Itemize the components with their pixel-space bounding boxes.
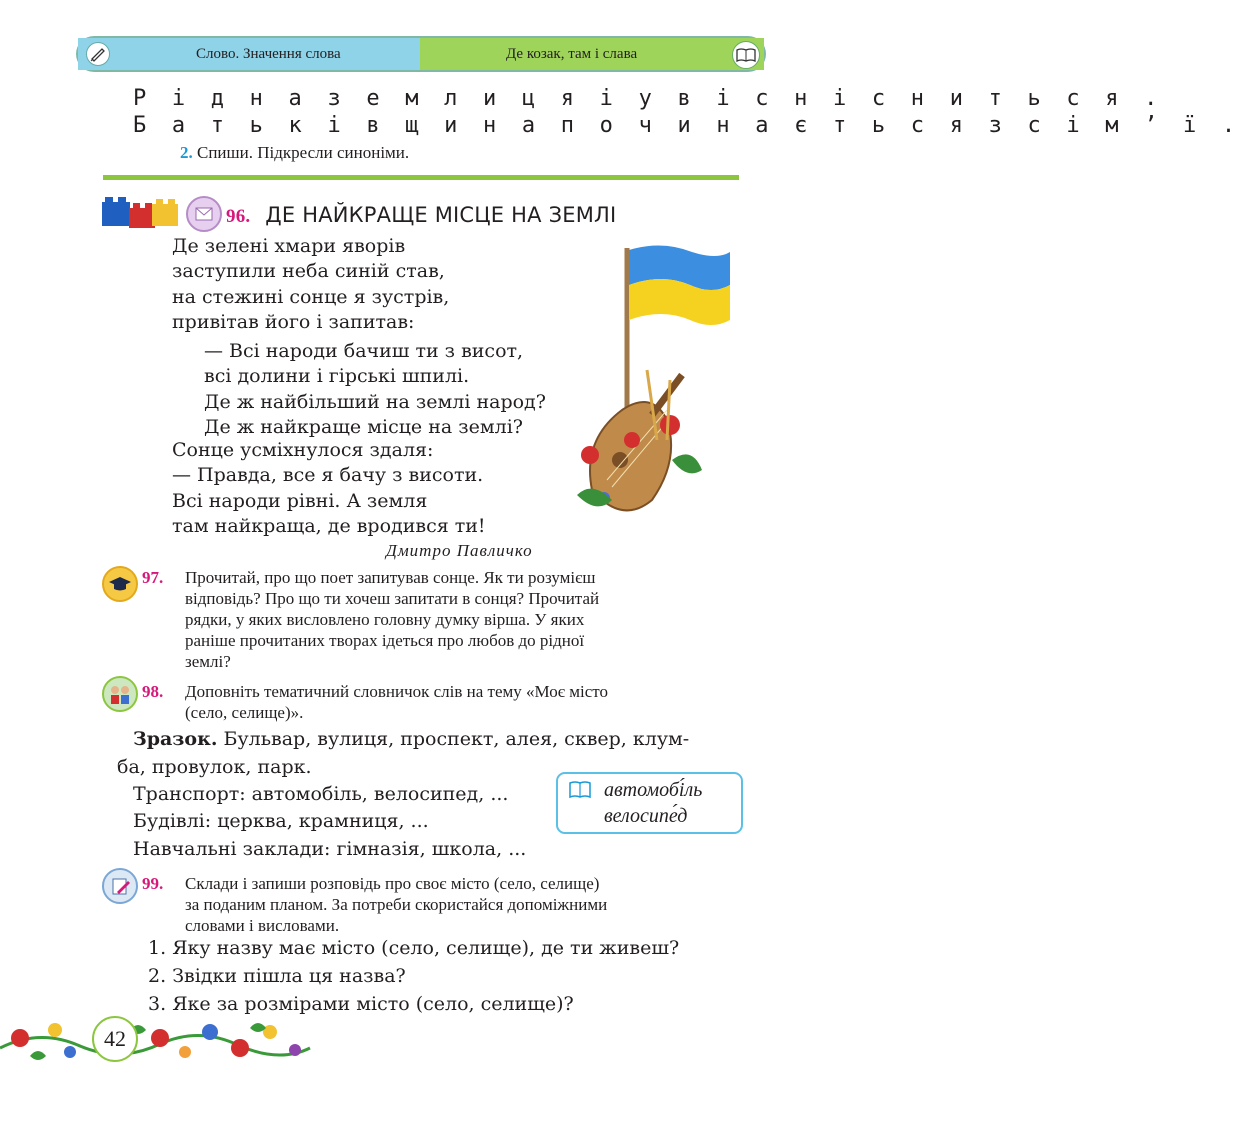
poem-line: всі долини і гірські шпилі. xyxy=(204,365,470,388)
flag-bandura-illustration xyxy=(572,240,732,525)
buildings-line: Будівлі: церква, крамниця, ... xyxy=(133,810,429,832)
task-2-text: Спиши. Підкресли синоніми. xyxy=(197,143,410,162)
poem-line: там найкраща, де вродився ти! xyxy=(172,515,486,538)
exercise-97-number: 97. xyxy=(142,568,164,587)
plan-item-number: 1. xyxy=(148,937,167,959)
exercise-98-number-wrap xyxy=(142,681,163,702)
poem-line: Сонце усміхнулося здаля: xyxy=(172,439,434,461)
exercise-97-text xyxy=(185,567,740,672)
task-2-number: 2. xyxy=(180,143,193,162)
header-right xyxy=(420,38,764,70)
section-divider xyxy=(103,175,739,180)
plan-item-number: 2. xyxy=(148,965,167,987)
exercise-97-number-wrap xyxy=(142,567,174,588)
text-line: землі? xyxy=(185,652,231,671)
pen-icon xyxy=(86,42,110,66)
text-line: Склади і запиши розповідь про своє місто (село, селище) xyxy=(185,874,600,893)
spaced-sentence-1: Р і д н а з е м л и ц я і у в і с н і с н и т ь с я . xyxy=(133,86,1164,111)
exercise-99-number: 99. xyxy=(142,874,164,893)
task-2 xyxy=(180,143,409,163)
text-line: словами і висловами. xyxy=(185,916,340,935)
dictionary-book-icon xyxy=(568,780,592,800)
plan-item xyxy=(148,934,679,962)
plan-item xyxy=(148,962,679,990)
exercise-99-text xyxy=(185,873,740,936)
sample-line-2: ба, провулок, парк. xyxy=(117,756,312,778)
poem-line: — Правда, все я бачу з висоти. xyxy=(172,464,484,487)
text-line: Доповніть тематичний словничок слів на тему «Моє місто xyxy=(185,682,608,701)
folk-ornament-footer xyxy=(0,1008,320,1068)
transport-line: Транспорт: автомобіль, велосипед, ... xyxy=(133,783,509,805)
running-header xyxy=(78,38,764,70)
exercise-98-number: 98. xyxy=(142,682,164,701)
stress-note-box xyxy=(556,772,743,834)
poem-line: на стежині сонце я зустрів, xyxy=(172,285,450,308)
poem-line: заступили неба синій став, xyxy=(172,260,445,283)
exercise-99-number-wrap xyxy=(142,873,163,894)
sample-line-1 xyxy=(133,725,689,753)
plan-item-text: Яку назву має місто (село, селище), де ти живеш? xyxy=(172,937,680,959)
header-left-title: Слово. Значення слова xyxy=(196,45,341,62)
text-line: рядки, у яких висловлено головну думку вірша. У яких xyxy=(185,610,585,629)
exercise-96-number: 96. xyxy=(226,206,251,227)
exercise-98-text xyxy=(185,681,740,723)
plan-list xyxy=(148,934,679,1018)
header-left xyxy=(78,38,420,70)
poem-stanza-1 xyxy=(172,234,449,336)
graduation-cap-icon xyxy=(102,566,138,602)
note-word-1: автомобі́ль xyxy=(604,779,703,801)
plan-item-number: 3. xyxy=(148,993,167,1015)
writing-pencil-icon xyxy=(102,868,138,904)
poem-line: — Всі народи бачиш ти з висот, xyxy=(204,340,524,362)
poem-stanza-3 xyxy=(172,438,486,540)
poem-stanza-2 xyxy=(204,339,546,441)
poem-author: Дмитро Павличко xyxy=(386,541,533,560)
open-book-icon xyxy=(732,41,760,69)
letter-icon xyxy=(186,196,222,232)
sample-label: Зразок. xyxy=(133,728,218,750)
plan-item-text: Звідки пішла ця назва? xyxy=(172,965,406,987)
text-line: раніше прочитаних творах ідеться про любов до рідної xyxy=(185,631,585,650)
exercise-96-heading xyxy=(226,203,616,228)
header-right-title: Де козак, там і слава xyxy=(506,45,638,62)
exercise-96-title: ДЕ НАЙКРАЩЕ МІСЦЕ НА ЗЕМЛІ xyxy=(265,203,617,227)
spaced-sentence-2: Б а т ь к і в щ и н а п о ч и н а є т ь с я з с і м ’ ї . xyxy=(133,113,1241,138)
text-line: Прочитай, про що поет запитував сонце. Як ти розумієш xyxy=(185,568,596,587)
page-number: 42 xyxy=(92,1016,138,1062)
lego-blocks-icon xyxy=(102,192,180,230)
text-line: відповідь? Про що ти хочеш запитати в сонця? Прочитай xyxy=(185,589,600,608)
poem-line: привітав його і запитав: xyxy=(172,311,415,334)
note-word-2: велосипе́д xyxy=(604,805,688,827)
plan-item-text: Яке за розмірами місто (село, селище)? xyxy=(172,993,574,1015)
children-pair-icon xyxy=(102,676,138,712)
sample-text: Бульвар, вулиця, проспект, алея, сквер, клум- xyxy=(217,728,690,750)
poem-line: Де зелені хмари яворів xyxy=(172,235,406,257)
poem-line: Де ж найкраще місце на землі? xyxy=(204,416,523,439)
schools-line: Навчальні заклади: гімназія, школа, ... xyxy=(133,838,527,860)
text-line: (село, селище)». xyxy=(185,703,304,722)
poem-line: Де ж найбільший на землі народ? xyxy=(204,390,546,413)
text-line: за поданим планом. За потреби скористайся допоміжними xyxy=(185,895,608,914)
poem-line: Всі народи рівні. А земля xyxy=(172,489,428,512)
